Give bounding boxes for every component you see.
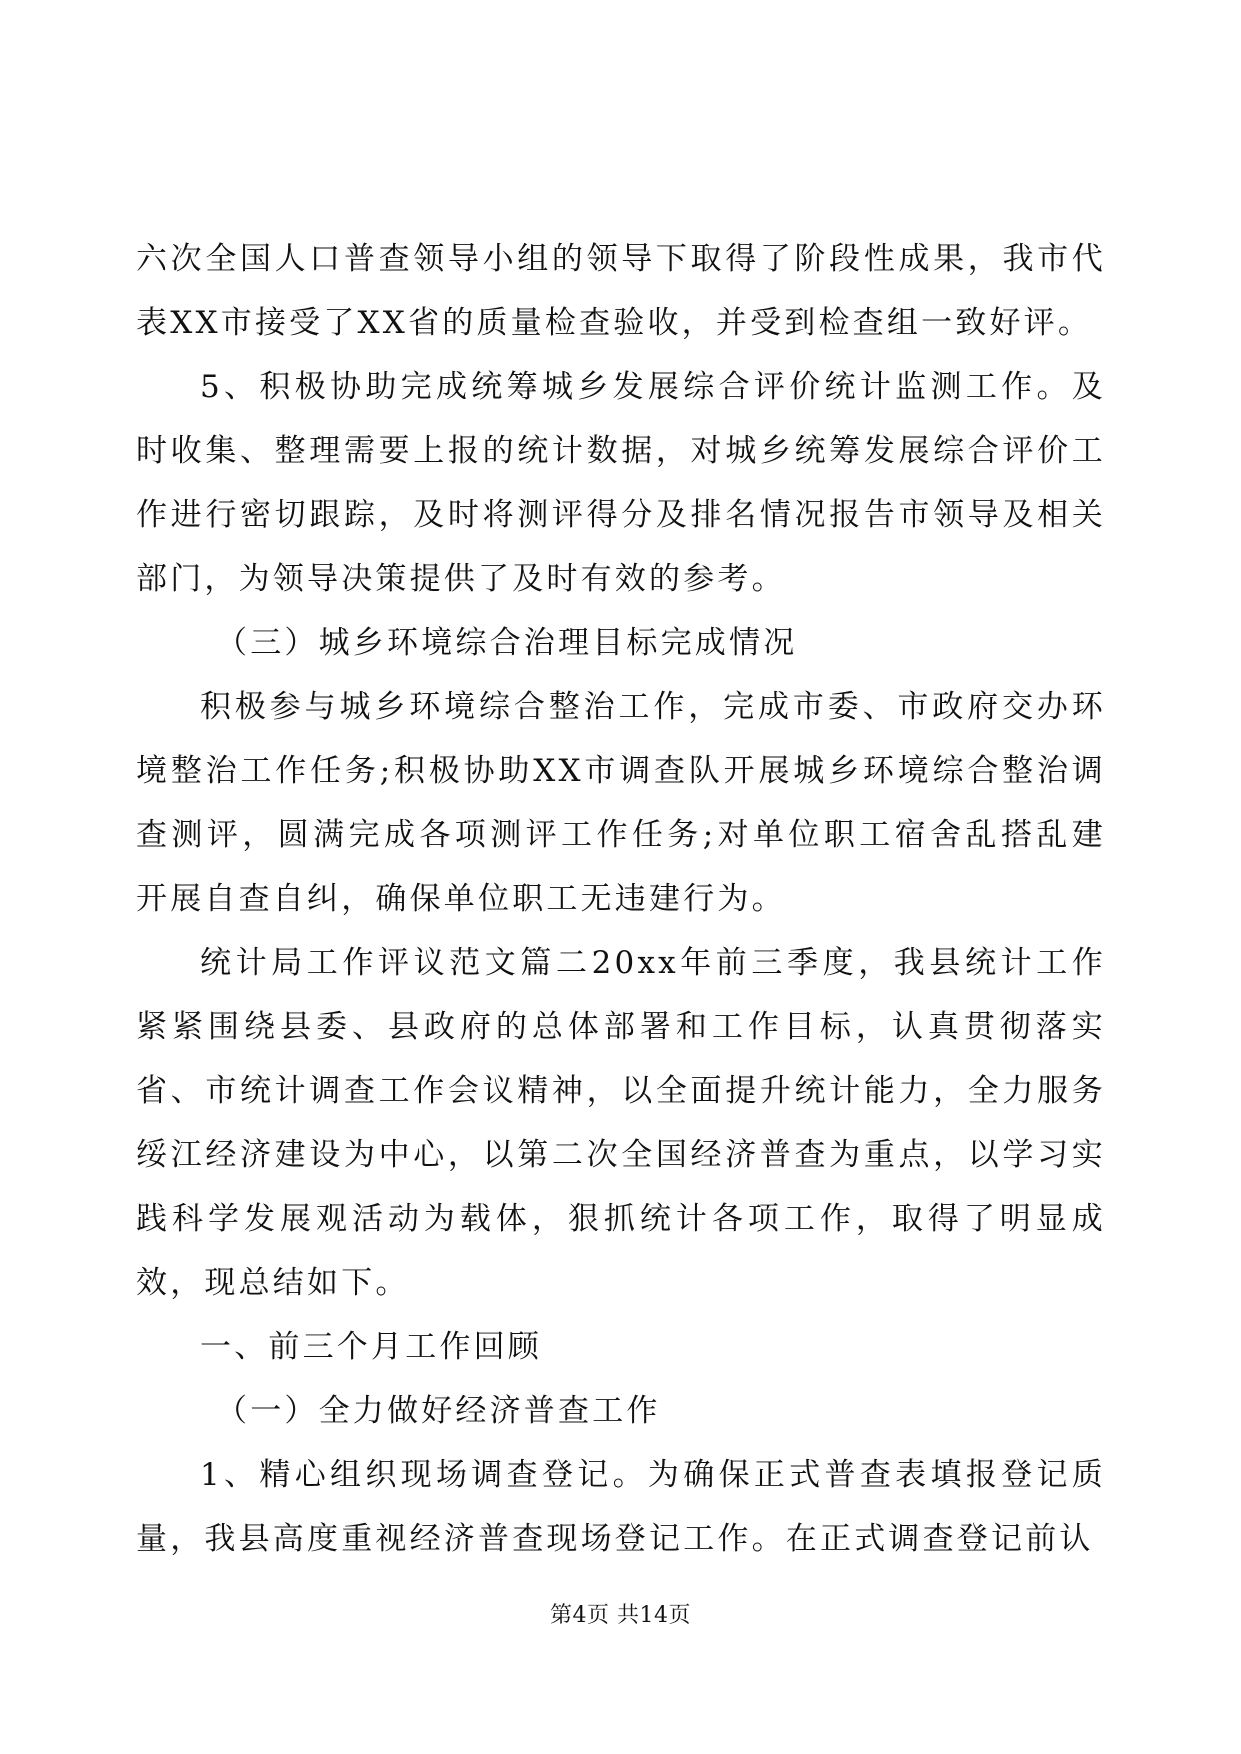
paragraph-item-1: 1、精心组织现场调查登记。为确保正式普查表填报登记质量，我县高度重视经济普查现场登记工作。在正式调查登记前认 xyxy=(136,1457,1106,1557)
page-number-footer: 第4页 共14页 xyxy=(550,1603,691,1628)
paragraph-item-5: 5、积极协助完成统筹城乡发展综合评价统计监测工作。及时收集、整理需要上报的统计数据，对城乡统筹发展综合评价工作进行密切跟踪，及时将测评得分及排名情况报告市领导及相关部门，为领导决策提供了及时有效的参考。 xyxy=(136,369,1106,597)
paragraph-environment: 积极参与城乡环境综合整治工作，完成市委、市政府交办环境整治工作任务;积极协助XX市调查队开展城乡环境综合整治调查测评，圆满完成各项测评工作任务;对单位职工宿舍乱搭乱建开展自查自纠，确保单位职工无违建行为。 xyxy=(136,689,1106,917)
section-heading-3: （三）城乡环境综合治理目标完成情况 xyxy=(216,625,798,661)
subsection-heading-1: （一）全力做好经济普查工作 xyxy=(216,1393,661,1429)
paragraph-continuation: 六次全国人口普查领导小组的领导下取得了阶段性成果，我市代表XX市接受了XX省的质量检查验收，并受到检查组一致好评。 xyxy=(136,241,1106,341)
section-heading-1: 一、前三个月工作回顾 xyxy=(200,1329,542,1365)
paragraph-summary-intro: 统计局工作评议范文篇二20xx年前三季度，我县统计工作紧紧围绕县委、县政府的总体部署和工作目标，认真贯彻落实省、市统计调查工作会议精神，以全面提升统计能力，全力服务绥江经济建设为中心，以第二次全国经济普查为重点，以学习实践科学发展观活动为载体，狠抓统计各项工作，取得了明显成效，现总结如下。 xyxy=(136,945,1106,1301)
document-body xyxy=(136,227,1106,1571)
